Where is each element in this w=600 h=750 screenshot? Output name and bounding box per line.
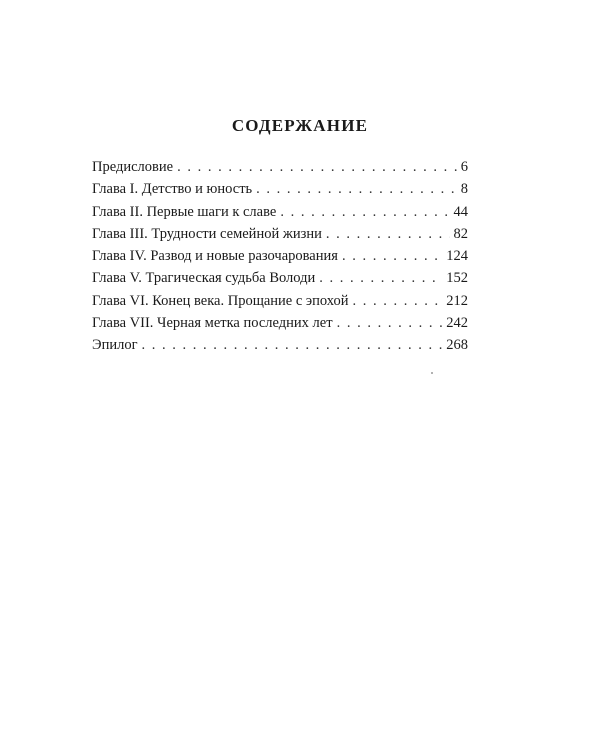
toc-entry-title: Предисловие — [92, 159, 174, 175]
toc-entry — [92, 270, 468, 292]
toc-heading: СОДЕРЖАНИЕ — [231, 116, 369, 135]
toc-entry — [92, 181, 468, 203]
toc-entry — [92, 226, 468, 248]
toc-entry-title: Глава V. Трагическая судьба Володи — [92, 270, 316, 287]
dot-leader — [342, 248, 442, 265]
toc-entry — [92, 159, 468, 181]
toc-page-number: 242 — [446, 315, 468, 332]
dot-leader — [280, 204, 449, 221]
toc-page-number: 82 — [453, 225, 468, 242]
toc-entry — [92, 248, 468, 270]
dot-leader — [177, 159, 457, 176]
dot-leader — [319, 270, 442, 287]
toc-page-number: 268 — [446, 337, 468, 354]
toc-page-number: 6 — [460, 159, 468, 175]
toc-entry-title: Глава III. Трудности семейной жизни — [92, 225, 322, 242]
toc-entry — [92, 293, 468, 315]
toc-entry-title: Глава II. Первые шаги к славе — [92, 203, 277, 220]
dot-leader — [353, 293, 443, 310]
page-speck — [431, 372, 433, 374]
dot-leader — [142, 337, 443, 354]
toc-entry — [92, 315, 468, 337]
toc-page-number: 8 — [460, 181, 468, 198]
toc-entry — [92, 337, 468, 359]
dot-leader — [256, 181, 457, 198]
toc-page-number: 152 — [446, 270, 468, 287]
toc-entry-title: Глава VI. Конец века. Прощание с эпохой — [92, 292, 349, 309]
toc-page-number: 44 — [453, 203, 468, 220]
toc-page-number: 124 — [446, 248, 468, 265]
dot-leader — [326, 226, 450, 243]
toc-entry-title: Эпилог — [92, 337, 138, 354]
toc-list — [92, 159, 468, 360]
toc-entry-title: Глава VII. Черная метка последних лет — [92, 315, 333, 332]
dot-leader — [337, 315, 443, 332]
toc-entry-title: Глава IV. Развод и новые разочарования — [92, 248, 338, 265]
toc-entry — [92, 204, 468, 226]
toc-entry-title: Глава I. Детство и юность — [92, 181, 253, 198]
toc-page-number: 212 — [446, 292, 468, 309]
